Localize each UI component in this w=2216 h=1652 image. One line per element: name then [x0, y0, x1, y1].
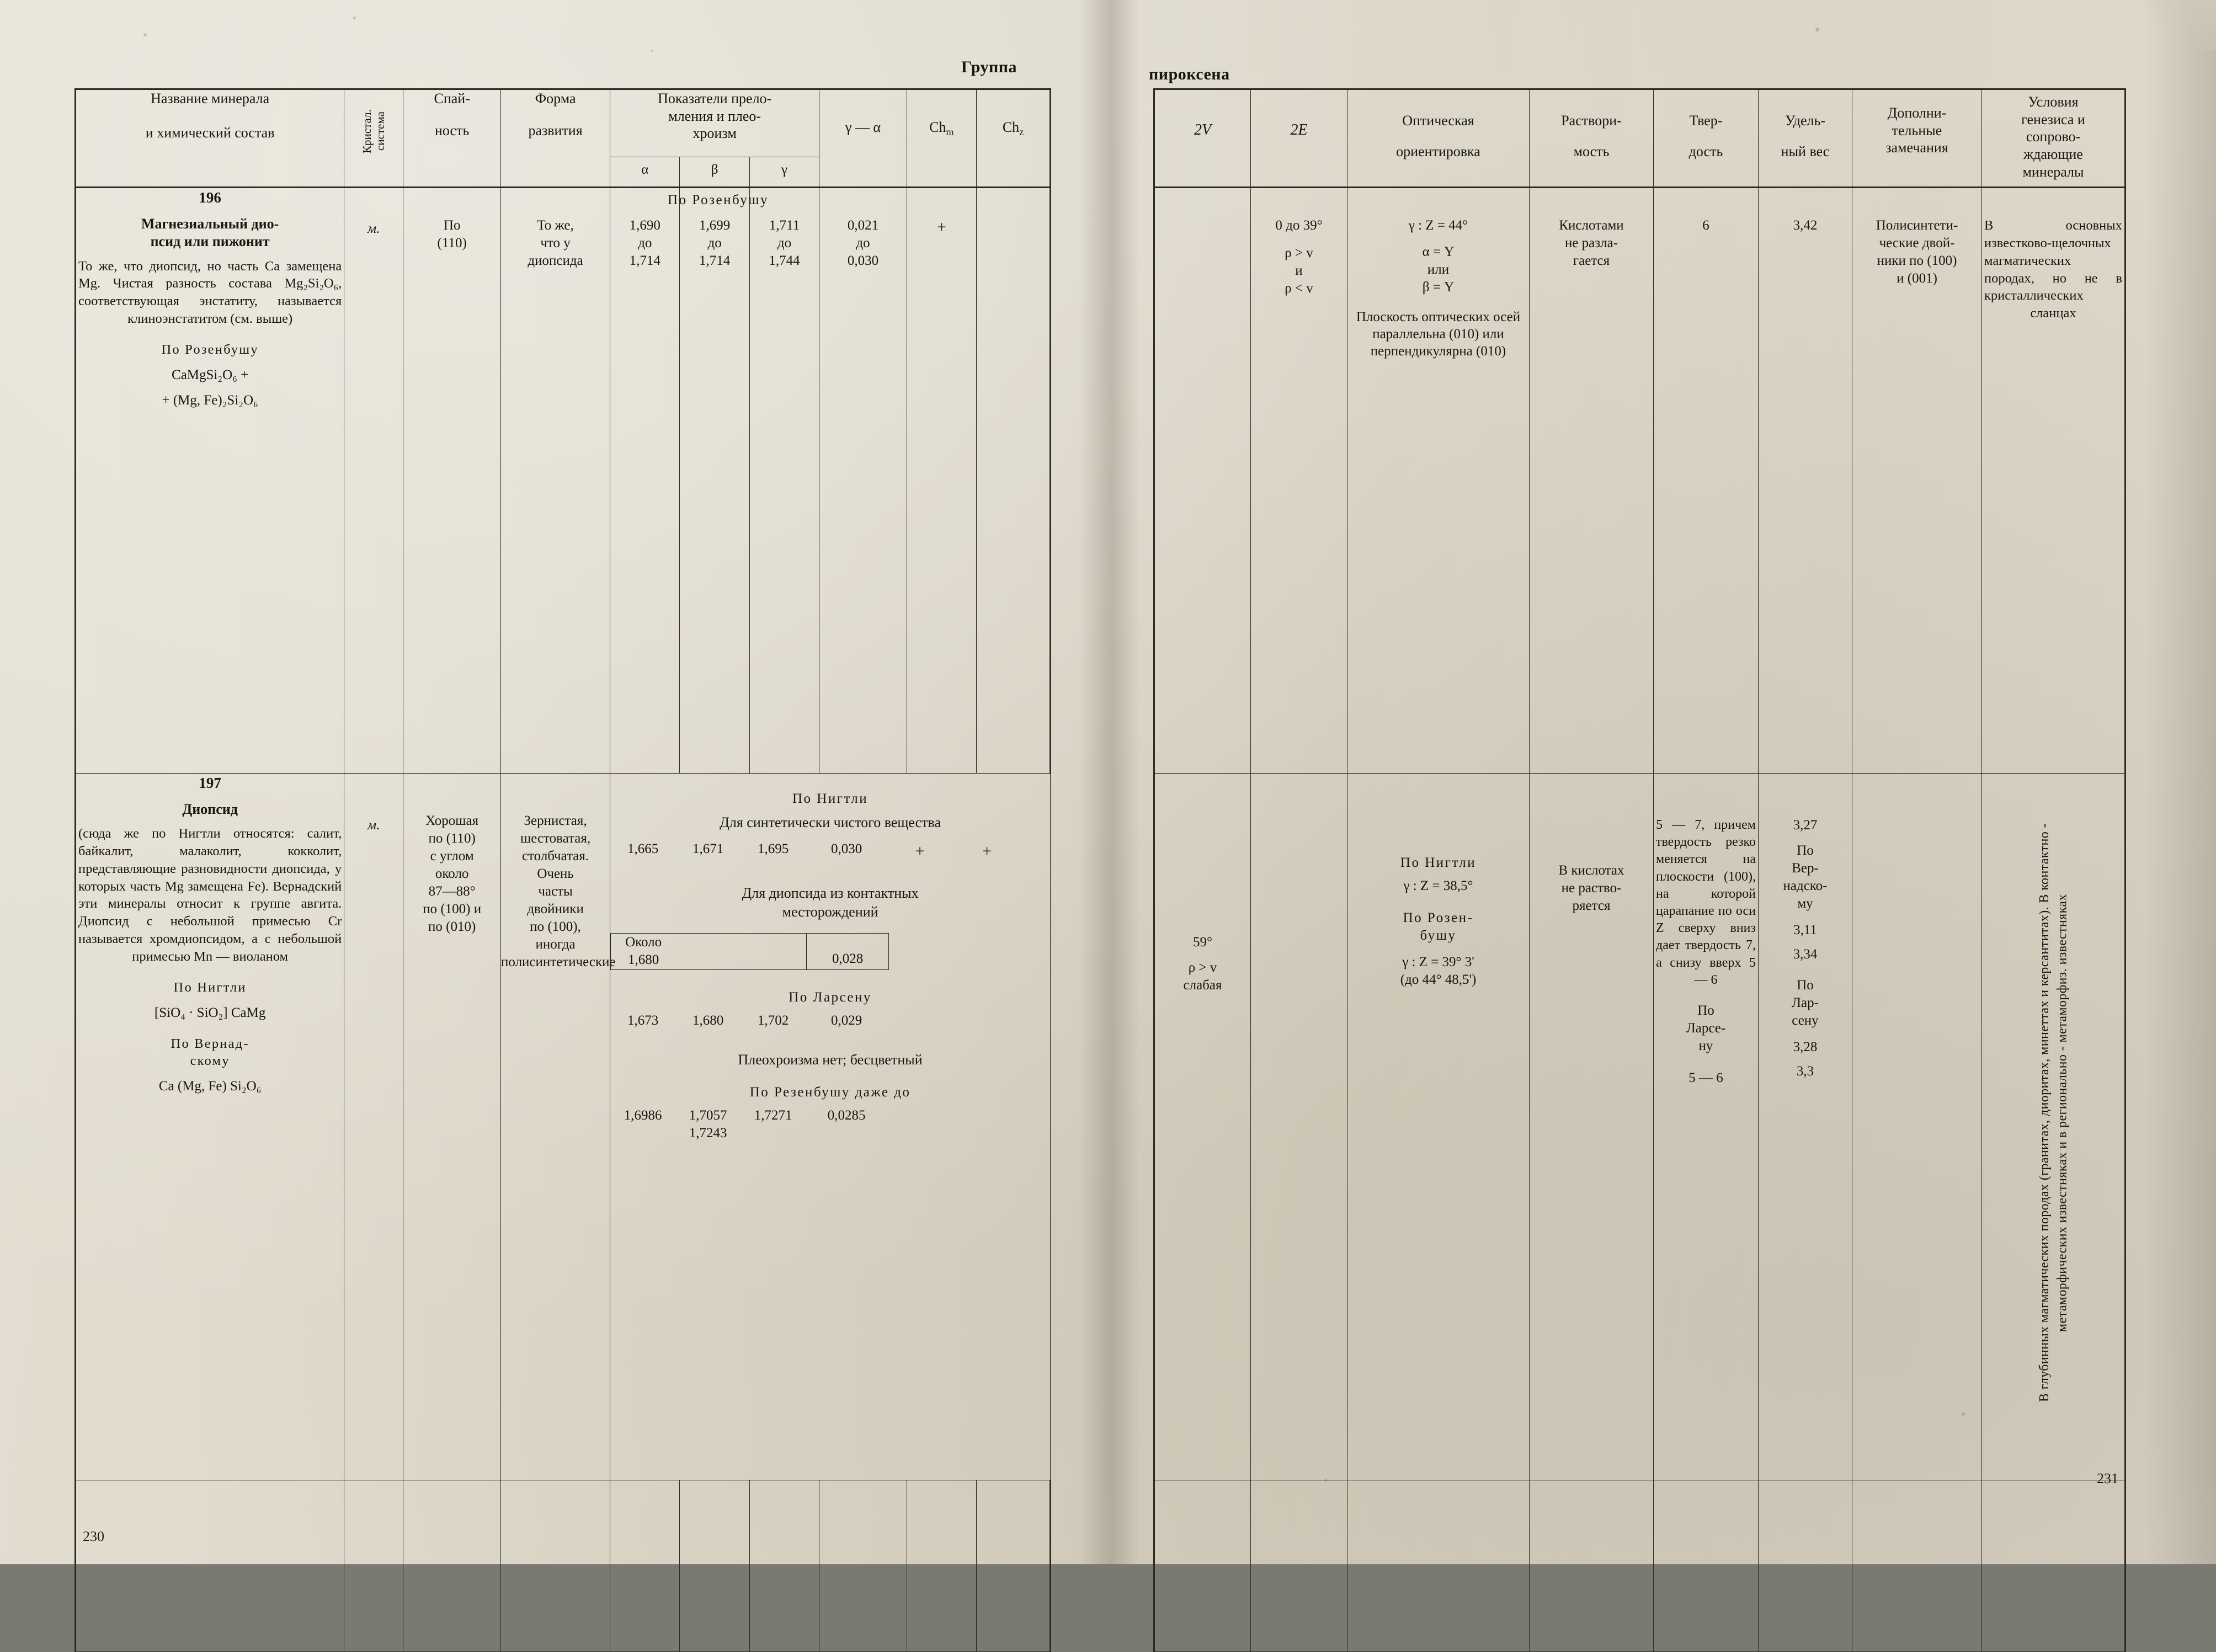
cell-cleavage-196: По (110) [403, 188, 501, 774]
table-row [1154, 188, 2126, 774]
table-row [76, 774, 1051, 1480]
refraction-source-197-niggli: По Нигтли [610, 774, 1050, 813]
mineral-table-left [74, 88, 1051, 1652]
running-head-left: Группа [961, 58, 1017, 77]
cell-specific-gravity-197: 3,27 По Вер- надско- му 3,11 3,34 По Лар- сену 3,28 3,3 [1759, 774, 1852, 1480]
cell-form-197: Зернистая, шестоватая, столбчатая. Очень часты двойники по (100), иногда полисинтетические [501, 774, 610, 1480]
cell-cleavage-197: Хорошая по (110) с углом около 87—88° по (100) и по (010) [403, 774, 501, 1480]
col-header-cleavage: Спай- ность [403, 89, 501, 188]
mineral-description-197: (сюда же по Нигтли относятся: салит, байкалит, малаколит, кокколит, представляющие разновидности диопсида, у которых часть Mg замещена Fe). Вернадский эти минералы относит к группе авгита. Диопсид с небольшой примесью Cr называется хромдиопсидом, а с небольшой примесью Mn — виоланом [76, 825, 344, 966]
mineral-table-right [1153, 88, 2126, 1652]
running-head-right: пироксена [1149, 65, 1230, 84]
cell-chm-196: + [907, 188, 976, 774]
col-header-2v: 2V [1154, 89, 1251, 188]
formula-196-a: CaMgSi₂O₆ + [76, 366, 344, 384]
cell-2e-197 [1251, 774, 1347, 1480]
formula-197-a: [SiO₄ · SiO₂] CaMg [76, 1004, 344, 1022]
refraction-source-196: По Розенбушу [418, 188, 1019, 215]
refraction-subtitle-197-a: Для синтетически чистого вещества [610, 813, 1050, 840]
cell-solubility-197: В кислотах не раство- ряется [1530, 774, 1654, 1480]
col-header-genesis: Условия генезиса и сопрово- ждающие минералы [1982, 89, 2126, 188]
col-header-2e: 2E [1251, 89, 1347, 188]
formula-197-b: Ca (Mg, Fe) Si₂O₆ [76, 1078, 344, 1095]
cell-gamma-196: 1,711 до 1,744 [749, 188, 819, 774]
cell-gamma-minus-alpha-196: 0,021 до 0,030 [819, 188, 907, 774]
mineral-name-196: Магнезиальный дио- псид или пижонит [76, 215, 344, 251]
refraction-source-197-rosenbusch: По Резенбушу даже до [610, 1069, 1050, 1107]
col-header-refraction: Показатели прело- мления и плео- хроизм [610, 89, 819, 157]
cell-alpha-196: По Розенбушу 1,690 до 1,714 [610, 188, 680, 774]
cell-genesis-197 [1982, 774, 2126, 1480]
cell-2v-196 [1154, 188, 1251, 774]
cell-2v-197: 59° ρ > v слабая [1154, 774, 1251, 1480]
optical-source-197-rosenbusch: По Розен- бушу [1347, 895, 1529, 945]
source-attribution-197-b: По Вернад- скому [76, 1035, 344, 1070]
col-header-alpha: α [610, 157, 680, 188]
folio-right: 231 [2097, 1470, 2118, 1487]
cell-hardness-196: 6 [1654, 188, 1759, 774]
cell-chz-196 [977, 188, 1051, 774]
col-header-chm: $Ch_m$ [907, 89, 976, 188]
col-header-remarks: Дополни- тельные замечания [1852, 89, 1982, 188]
col-header-name-line2: и химический состав [76, 124, 344, 142]
cell-optical-197: По Нигтли γ : Z = 38,5° По Розен- бушу γ : Z = 39° 3' (до 44° 48,5') [1347, 774, 1530, 1480]
book-gutter-shadow [1079, 0, 1139, 1564]
cell-name-197: 197 Диопсид (сюда же по Нигтли относятся: салит, байкалит, малаколит, кокколит, представляющие разновидности диопсида, у которых часть Mg замещена Fe). Вернадский эти минералы относит к группе авгита. Диопсид с небольшой примесью Cr называется хромдиопсидом, а с небольшой примесью Mn — виоланом По Нигтли [SiO₄ · SiO₂] CaMg По Вернад- скому Ca (Mg, Fe) Si₂O₆ [76, 774, 344, 1480]
table-row [76, 188, 1051, 774]
pleochroism-note-197: Плеохроизма нет; бесцветный [610, 1051, 1050, 1069]
cell-genesis-196: В основных известково-щелочных магматических породах, но не в кристаллических сланцах [1982, 188, 2126, 774]
col-header-form: Форма развития [501, 89, 610, 188]
folio-left: 230 [83, 1528, 104, 1545]
hardness-source-197-larsen: По Ларсе- ну [1654, 1002, 1758, 1055]
col-header-gamma-minus-alpha: γ — α [819, 89, 907, 188]
table-row-empty [76, 1480, 1051, 1652]
sg-source-197-larsen: По Лар- сену [1759, 977, 1852, 1030]
table-row [1154, 774, 2126, 1480]
formula-196-b: + (Mg, Fe)₂Si₂O₆ [76, 392, 344, 409]
mineral-description-196: То же, что диопсид, но часть Ca замещена Mg. Чистая разность состава Mg₂Si₂O₆, соответствующая энстатиту, называется клиноэнстатитом (см. выше) [76, 258, 344, 328]
cell-optical-196: γ : Z = 44° α = Y или β = Y Плоскость оптических осей параллельна (010) или перпендикулярна (010) [1347, 188, 1530, 774]
refraction-values-row-197-b: Около 1,680 0,028 [610, 933, 1050, 970]
refraction-values-row-197-d: 1,6986 1,7057 1,7243 1,7271 0,0285 [610, 1107, 1050, 1143]
col-header-hardness: Твер- дость [1654, 89, 1759, 188]
source-attribution-197-a: По Нигтли [76, 979, 344, 996]
table-row-empty [1154, 1480, 2126, 1652]
page-corner-fold [2144, 0, 2216, 50]
cell-form-196: То же, что у диопсида [501, 188, 610, 774]
refraction-subtitle-197-b: Для диопсида из контактных месторождений [610, 884, 1050, 921]
col-header-gamma: γ [749, 157, 819, 188]
cell-crystal-system-197: м. [344, 774, 403, 1480]
col-header-optical-orientation: Оптическая ориентировка [1347, 89, 1530, 188]
cell-specific-gravity-196: 3,42 [1759, 188, 1852, 774]
cell-remarks-196: Полисинтети- ческие двой- ники по (100) и (001) [1852, 188, 1982, 774]
source-attribution-196: По Розенбушу [76, 341, 344, 359]
cell-hardness-197: 5 — 7, причем твердость резко меняется на плоскости (100), на которой царапание по оси Z сверху вниз дает твердость 7, а снизу вверх 5 — 6 По Ларсе- ну 5 — 6 [1654, 774, 1759, 1480]
cell-name-196: 196 Магнезиальный дио- псид или пижонит То же, что диопсид, но часть Ca замещена Mg. Чистая разность состава Mg₂Si₂O₆, соответствующая энстатиту, называется клиноэнстатитом (см. выше) По Розенбушу CaMgSi₂O₆ + + (Mg, Fe)₂Si₂O₆ [76, 188, 344, 774]
col-header-solubility: Раствори- мость [1530, 89, 1654, 188]
col-header-crystal-system: Кристал. система [344, 89, 403, 188]
genesis-note-197: В глубинных магматических породах (гранитах, диоритах, минеттах и керсантитах). В контактно - метаморфических известняках и в регионально - метаморфиз. известняках [2036, 796, 2071, 1430]
col-header-chz: $Ch_z$ [977, 89, 1051, 188]
col-header-specific-gravity: Удель- ный вес [1759, 89, 1852, 188]
col-header-beta: β [680, 157, 749, 188]
mineral-name-197: Диопсид [76, 801, 344, 819]
sg-source-197-vernadsky: По Вер- надско- му [1759, 842, 1852, 913]
cell-beta-196: 1,699 до 1,714 [680, 188, 749, 774]
cell-solubility-196: Кислотами не разла- гается [1530, 188, 1654, 774]
cell-refraction-block-197 [610, 774, 1051, 1480]
refraction-source-197-larsen: По Ларсену [610, 970, 1050, 1012]
refraction-values-row-197-c: 1,673 1,680 1,702 0,029 [610, 1012, 1050, 1030]
cell-crystal-system-196: м. [344, 188, 403, 774]
optical-source-197-niggli: По Нигтли [1347, 774, 1529, 877]
page-edge-shadow [2144, 0, 2216, 1564]
col-header-name-line1: Название минерала [76, 90, 344, 108]
col-header-name [76, 89, 344, 188]
refraction-values-row-197-a: 1,665 1,671 1,695 0,030 + + [610, 840, 1050, 862]
cell-remarks-197 [1852, 774, 1982, 1480]
cell-2e-196: 0 до 39° ρ > v и ρ < v [1251, 188, 1347, 774]
